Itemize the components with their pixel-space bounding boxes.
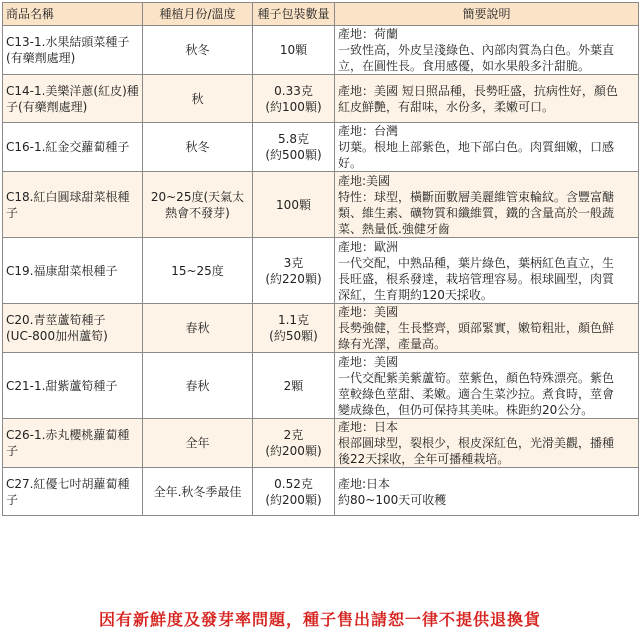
package-quantity-line: 100顆 [276,197,311,212]
product-name-line: C13-1.水果結頭菜種子 [6,35,130,49]
table-row [3,123,639,172]
description-cell [335,75,639,123]
package-quantity-line: 2顆 [283,378,304,393]
product-name-line: 子(有藥劑處理) [6,99,88,114]
table-row [3,26,639,75]
product-name-cell [3,75,143,123]
product-name-line: (UC-800加州蘆筍) [6,329,108,343]
description-cell [335,172,639,238]
description-line: 菜、熱量低.強健牙齒 [338,221,450,236]
description-line: 產地:美國 [338,173,391,188]
column-header-planting-season: 種植月份/溫度 [143,3,253,26]
product-name-cell [3,304,143,353]
table-row [3,238,639,304]
package-quantity-line: (約200顆) [265,492,322,507]
package-quantity-cell [253,238,335,304]
description-line: 產地：美國 [338,305,399,319]
description-cell [335,419,639,468]
description-cell [335,468,639,516]
planting-season-line: 春秋 [185,321,210,335]
planting-season-line: 秋冬 [185,140,210,154]
return-policy-notice: 因有新鮮度及發芽率問題，種子售出請恕一律不提供退換貨 [98,610,541,629]
description-cell [335,26,639,75]
product-name-line: C21-1.甜紫蘆筍種子 [6,378,118,393]
package-quantity-line: 1.1克 [277,313,310,327]
product-name-cell [3,353,143,419]
column-header-package-quantity: 種子包裝數量 [253,3,335,26]
description-line: 產地：台灣 [338,124,399,138]
package-quantity-cell [253,75,335,123]
planting-season-line: 全年 [185,436,210,450]
column-header-product-name: 商品名稱 [3,3,143,26]
description-line: 深紅，生育期約120天採收。 [338,287,493,302]
planting-season-cell [143,353,253,419]
description-line: 約80~100天可收穫 [338,492,447,507]
description-line: 產地：歐洲 [338,239,399,254]
description-line: 根部圓球型，裂根少，根皮深紅色，光滑美觀，播種 [338,436,615,450]
product-name-cell [3,238,143,304]
package-quantity-line: 0.33克 [274,83,313,98]
description-line: 切葉。根地上部紫色，地下部白色。肉質細嫩，口感 [338,140,615,154]
package-quantity-cell [253,172,335,238]
planting-season-line: 熱會不發芽) [165,205,230,220]
planting-season-line: 春秋 [185,378,210,393]
package-quantity-line: (約200顆) [265,444,322,458]
planting-season-cell [143,75,253,123]
product-name-line: C27.紅優七吋胡蘿蔔種子 [6,476,130,507]
product-name-line: C16-1.紅金交蘿蔔種子 [6,140,130,154]
package-quantity-cell [253,419,335,468]
product-name-line: C20.青莖蘆筍種子 [6,313,106,327]
description-line: 產地：荷蘭 [338,27,399,41]
product-name-cell [3,468,143,516]
package-quantity-cell [253,353,335,419]
description-line: 一代交配，中熟品種，葉片綠色，葉柄紅色直立，生 [338,255,615,270]
package-quantity-cell [253,123,335,172]
package-quantity-line: 2克 [283,428,304,442]
description-cell [335,238,639,304]
description-line: 一代交配紫美紫蘆筍。莖紫色，顏色特殊漂亮。紫色 [338,370,615,385]
description-line: 類、維生素、礦物質和纖維質，鐵的含量高於一般蔬 [338,205,615,220]
planting-season-line: 全年.秋冬季最佳 [153,484,242,499]
package-quantity-cell [253,26,335,75]
table-body [3,26,639,516]
description-line: 長旺盛，根系發達，栽培管理容易。根球圓型，肉質 [338,271,615,286]
table-row [3,172,639,238]
product-name-cell [3,26,143,75]
package-quantity-line: (約50顆) [269,329,318,343]
planting-season-line: 20~25度(天氣太 [150,189,245,204]
planting-season-line: 15~25度 [171,263,224,278]
planting-season-line: 秋冬 [185,43,210,57]
description-line: 好。 [338,156,363,170]
table-row [3,353,639,419]
product-name-line: C19.福康甜菜根種子 [6,263,118,278]
product-name-line: C18.紅白圓球甜菜根種子 [6,189,130,220]
package-quantity-line: 3克 [283,255,304,270]
package-quantity-line: 10顆 [279,43,308,57]
column-header-description: 簡要說明 [335,3,639,26]
planting-season-cell [143,468,253,516]
description-line: 莖較綠色莖甜、柔嫩。適合生菜沙拉。煮食時，莖會 [338,386,615,401]
description-cell [335,123,639,172]
description-line: 產地：美國 短日照品種，長勢旺盛，抗病性好，顏色 [338,83,618,98]
planting-season-cell [143,172,253,238]
table-header-row [3,3,639,26]
table-row [3,75,639,123]
description-line: 立，在圓性長。食用感優，如水果般多汁甜脆。 [338,59,591,73]
planting-season-cell [143,123,253,172]
planting-season-cell [143,238,253,304]
package-quantity-cell [253,304,335,353]
description-line: 後22天採收，全年可播種栽培。 [338,452,510,466]
planting-season-cell [143,304,253,353]
product-name-cell [3,419,143,468]
description-line: 特性：球型，橫斷面數層美麗維管束輪紋。含豐富醣 [338,189,615,204]
package-quantity-line: (約220顆) [265,271,322,286]
description-line: 一致性高，外皮呈淺綠色、內部肉質為白色。外葉直 [338,43,615,57]
planting-season-cell [143,26,253,75]
description-line: 產地:日本 [338,476,391,491]
table-row [3,468,639,516]
description-cell [335,304,639,353]
description-line: 長勢強健，生長整齊，頭部緊實，嫩筍粗壯，顏色鮮 [338,321,615,335]
planting-season-cell [143,419,253,468]
package-quantity-line: 0.52克 [274,476,313,491]
product-name-line: C26-1.赤丸櫻桃蘿蔔種 [6,428,130,442]
description-line: 變成綠色，但仍可保持其美味。株距約20公分。 [338,402,594,417]
package-quantity-line: 5.8克 [277,132,310,146]
seed-product-table [2,2,639,516]
package-quantity-cell [253,468,335,516]
planting-season-line: 秋 [191,91,204,106]
description-line: 產地：美國 [338,354,399,369]
product-name-line: 子 [6,444,19,458]
package-quantity-line: (約500顆) [265,148,322,162]
table-row [3,419,639,468]
product-name-line: C14-1.美樂洋蔥(紅皮)種 [6,83,139,98]
table-row [3,304,639,353]
package-quantity-line: (約100顆) [265,99,322,114]
description-line: 綠有光澤，產量高。 [338,337,447,351]
description-line: 產地：日本 [338,420,399,434]
description-line: 紅皮鮮艷，有甜味，水份多，柔嫩可口。 [338,99,555,114]
seed-product-table-wrapper [2,2,638,516]
product-name-cell [3,123,143,172]
description-cell [335,353,639,419]
product-name-line: (有藥劑處理) [6,51,76,65]
product-name-cell [3,172,143,238]
